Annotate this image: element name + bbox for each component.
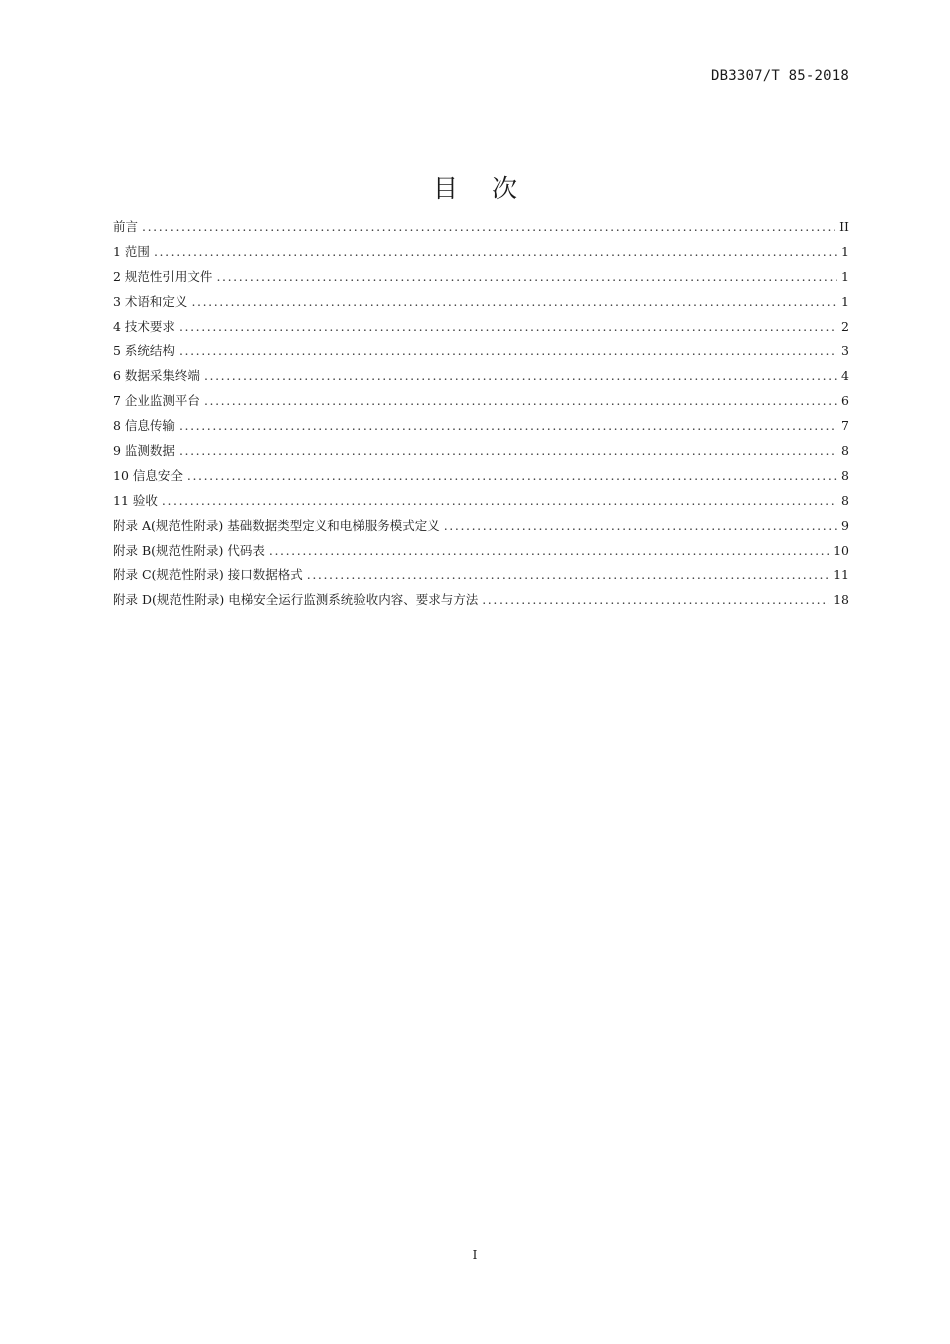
toc-entry-page: 8 [841, 443, 849, 459]
toc-entry-page: 18 [833, 592, 849, 608]
toc-entry-page: 6 [841, 393, 849, 409]
toc-entry-label: 5 系统结构 [113, 343, 175, 359]
toc-entry[interactable] [113, 590, 849, 615]
toc-entry-label: 4 技术要求 [113, 318, 175, 334]
toc-entry[interactable] [113, 242, 849, 267]
toc-entry-label: 11 验收 [113, 492, 158, 508]
toc-entry[interactable] [113, 416, 849, 441]
toc-entry[interactable] [113, 267, 849, 292]
toc-entry-label: 前言 [113, 219, 139, 234]
toc-dot-leader [179, 317, 837, 337]
toc-entry-label: 10 信息安全 [113, 467, 183, 483]
toc-entry-label: 附录 A(规范性附录) 基础数据类型定义和电梯服务模式定义 [113, 517, 440, 533]
toc-dot-leader [307, 565, 829, 585]
toc-entry-page: 3 [841, 343, 849, 359]
toc-entry-label: 8 信息传输 [113, 418, 175, 434]
toc-dot-leader [269, 541, 829, 561]
toc-dot-leader [162, 491, 837, 511]
toc-title: 目次 [432, 174, 551, 203]
page-number: I [472, 1248, 478, 1262]
toc-dot-leader [204, 366, 837, 386]
toc-dot-leader [142, 217, 835, 237]
toc-entry-page: 1 [841, 293, 849, 309]
table-of-contents [113, 217, 849, 615]
toc-entry-page: 7 [841, 418, 849, 434]
toc-entry[interactable] [113, 441, 849, 466]
toc-dot-leader [204, 391, 837, 411]
toc-entry-page: 10 [833, 542, 849, 558]
toc-entry-page: 8 [841, 467, 849, 483]
toc-entry-page: 11 [833, 567, 849, 583]
toc-dot-leader [444, 516, 837, 536]
document-code: DB3307/T 85-2018 [710, 68, 849, 84]
toc-entry[interactable] [113, 491, 849, 516]
toc-entry[interactable] [113, 565, 849, 590]
toc-entry-label: 1 范围 [113, 243, 150, 259]
toc-entry-label: 2 规范性引用文件 [113, 268, 213, 284]
toc-dot-leader [191, 292, 837, 312]
toc-entry[interactable] [113, 466, 849, 491]
toc-dot-leader [179, 441, 837, 461]
toc-entry[interactable] [113, 317, 849, 342]
toc-entry-page: 1 [841, 243, 849, 259]
toc-entry-page: 9 [841, 517, 849, 533]
toc-entry[interactable] [113, 292, 849, 317]
toc-dot-leader [482, 590, 829, 610]
toc-entry[interactable] [113, 217, 849, 242]
toc-dot-leader [179, 416, 837, 436]
toc-dot-leader [154, 242, 837, 262]
toc-entry-label: 7 企业监测平台 [113, 393, 200, 409]
toc-entry[interactable] [113, 391, 849, 416]
toc-entry-label: 附录 D(规范性附录) 电梯安全运行监测系统验收内容、要求与方法 [113, 592, 479, 608]
toc-entry[interactable] [113, 516, 849, 541]
toc-entry[interactable] [113, 541, 849, 566]
toc-dot-leader [216, 267, 837, 287]
toc-entry[interactable] [113, 366, 849, 391]
toc-entry-label: 附录 C(规范性附录) 接口数据格式 [113, 567, 303, 583]
toc-entry-label: 3 术语和定义 [113, 293, 188, 309]
toc-entry-page: 2 [841, 318, 849, 334]
toc-entry-page: 8 [841, 492, 849, 508]
toc-entry-page: II [839, 219, 849, 234]
toc-entry-label: 附录 B(规范性附录) 代码表 [113, 542, 265, 558]
toc-entry-label: 9 监测数据 [113, 443, 175, 459]
toc-entry[interactable] [113, 341, 849, 366]
toc-entry-page: 1 [841, 268, 849, 284]
toc-dot-leader [179, 341, 837, 361]
toc-dot-leader [187, 466, 837, 486]
toc-entry-label: 6 数据采集终端 [113, 368, 200, 384]
toc-entry-page: 4 [841, 368, 849, 384]
